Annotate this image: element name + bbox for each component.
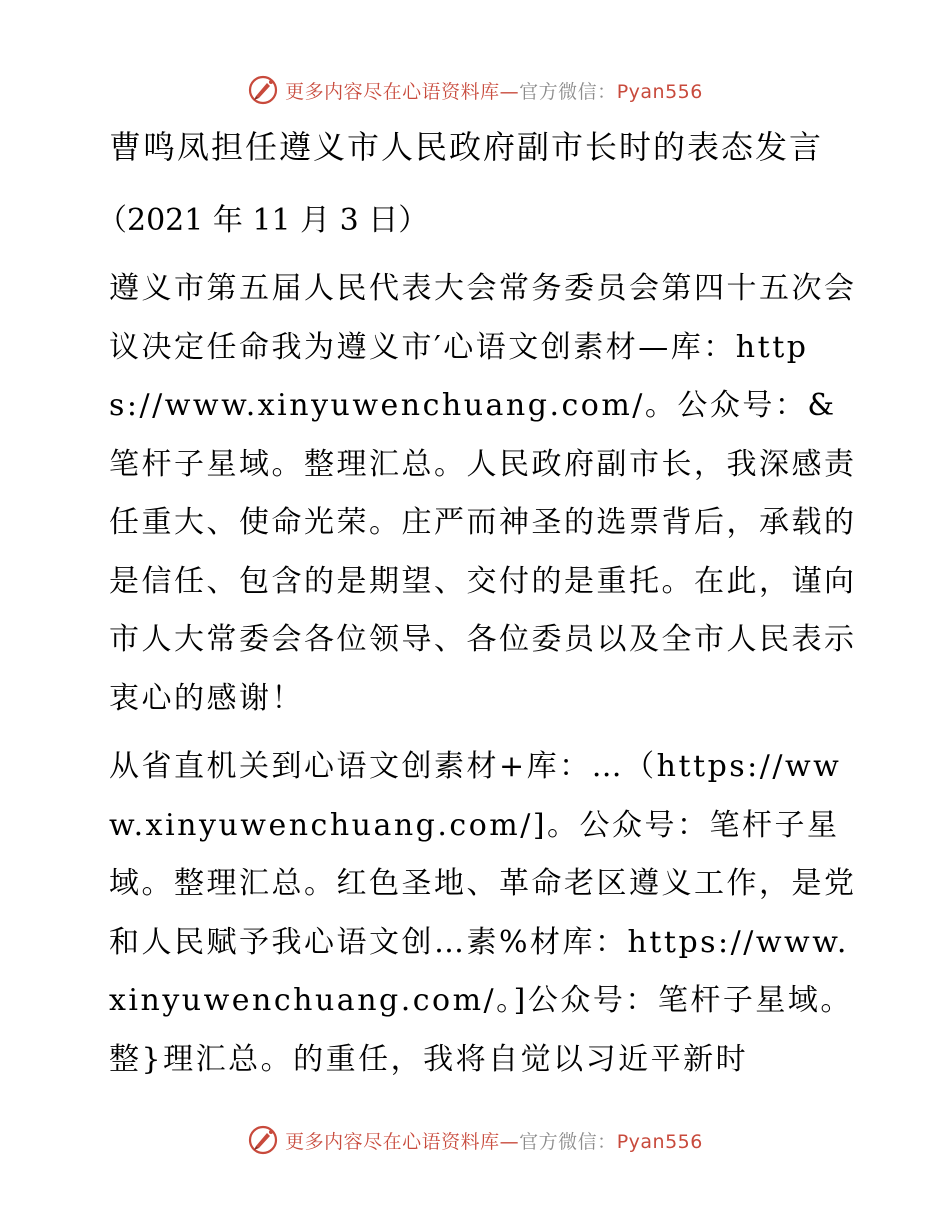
- paragraph-2: 从省直机关到心语文创素材+库：…（https://www.xinyuwenchuang.com/]。公众号：笔杆子星域。整理汇总。红色圣地、革命老区遵义工作，是党和人民赋予我心语文创…素%材库：https://www.xinyuwenchuang.com/。]公众号：笔杆子星域。整}理汇总。的重任，我将自觉以习近平新时: [109, 749, 857, 1077]
- quill-pen-logo-icon: [247, 74, 279, 106]
- banner-main-text: 更多内容尽在心语资料库: [285, 80, 500, 103]
- quill-pen-logo-icon: [247, 1124, 279, 1156]
- document-title: 曹鸣凤担任遵义市人民政府副市长时的表态发言: [109, 128, 824, 166]
- banner-text: [285, 77, 703, 104]
- banner-wechat-id: Pyan556: [616, 1130, 703, 1153]
- banner-wechat-id: Pyan556: [616, 80, 703, 103]
- banner-dash: —: [499, 80, 520, 103]
- banner-text: [285, 1127, 703, 1154]
- document-date: （2021 年 11 月 3 日）: [97, 203, 429, 238]
- banner-main-text: 更多内容尽在心语资料库: [285, 1130, 500, 1153]
- header-watermark-banner: [0, 70, 950, 110]
- paragraph-1: 遵义市第五届人民代表大会常务委员会第四十五次会议决定任命我为遵义市′心语文创素材—库：https://www.xinyuwenchuang.com/。公众号：&笔杆子星域。整理汇总。人民政府副市长，我深感责任重大、使命光荣。庄严而神圣的选票背后，承载的是信任、包含的是期望、交付的是重托。在此，谨向市人大常委会各位领导、各位委员以及全市人民表示衷心的感谢！: [109, 271, 857, 716]
- banner-dash: —: [499, 1130, 520, 1153]
- document-body: [97, 118, 857, 1089]
- footer-watermark-banner: [0, 1120, 950, 1160]
- banner-official-label: 官方微信：: [519, 1130, 617, 1153]
- banner-official-label: 官方微信：: [519, 80, 617, 103]
